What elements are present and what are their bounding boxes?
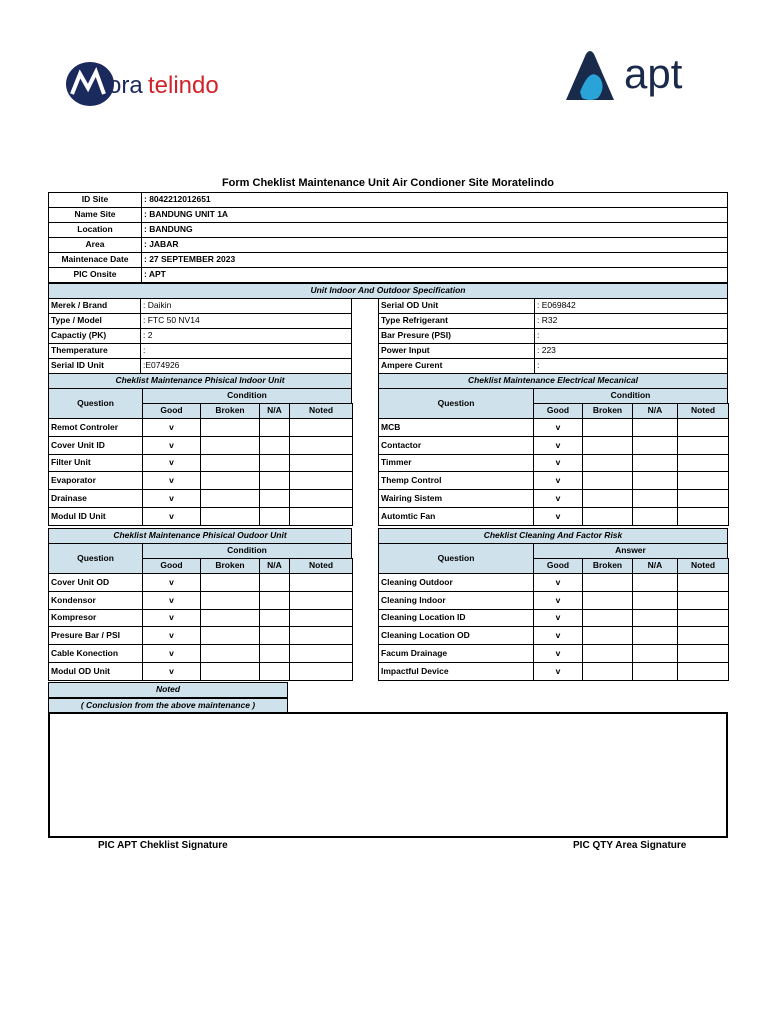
spec-left-label: Serial ID Unit	[48, 358, 141, 374]
spec-left-label: Type / Model	[48, 313, 141, 329]
broken-cell[interactable]	[582, 573, 633, 592]
good-cell[interactable]: v	[142, 418, 201, 437]
good-cell[interactable]: v	[142, 489, 201, 508]
broken-cell[interactable]	[582, 436, 633, 455]
good-cell[interactable]: v	[142, 471, 201, 490]
na-cell[interactable]	[259, 489, 290, 508]
noted-column-header: Noted	[289, 403, 353, 419]
noted-cell[interactable]	[289, 591, 353, 610]
na-cell[interactable]	[259, 471, 290, 490]
na-cell[interactable]	[632, 418, 678, 437]
na-cell[interactable]	[632, 454, 678, 473]
noted-cell[interactable]	[289, 507, 353, 526]
spec-left-label: Merek / Brand	[48, 298, 141, 314]
moratelindo-logo-mark	[64, 60, 264, 110]
section-title: Cheklist Maintenance Phisical Oudoor Unit	[48, 528, 352, 544]
noted-column-header: Noted	[677, 558, 729, 574]
question-label: Modul ID Unit	[48, 507, 143, 526]
noted-cell[interactable]	[677, 489, 729, 508]
spec-left-label: Capactiy (PK)	[48, 328, 141, 344]
question-label: Modul OD Unit	[48, 662, 143, 681]
broken-cell[interactable]	[582, 507, 633, 526]
noted-subtitle: ( Conclusion from the above maintenance )	[48, 698, 288, 713]
question-label: Facum Drainage	[378, 644, 534, 663]
spec-left-value: : Daikin	[140, 298, 352, 314]
broken-cell[interactable]	[582, 626, 633, 645]
question-label: Presure Bar / PSI	[48, 626, 143, 645]
broken-cell[interactable]	[200, 418, 260, 437]
na-cell[interactable]	[259, 507, 290, 526]
noted-cell[interactable]	[677, 662, 729, 681]
good-cell[interactable]: v	[142, 644, 201, 663]
question-label: Cleaning Location ID	[378, 609, 534, 628]
question-label: Cover Unit OD	[48, 573, 143, 592]
question-header: Question	[378, 388, 534, 419]
good-cell[interactable]: v	[142, 436, 201, 455]
na-cell[interactable]	[259, 436, 290, 455]
question-label: Automtic Fan	[378, 507, 534, 526]
na-cell[interactable]	[259, 454, 290, 473]
question-header: Question	[378, 543, 534, 574]
broken-column-header: Broken	[200, 403, 260, 419]
noted-cell[interactable]	[289, 626, 353, 645]
noted-cell[interactable]	[289, 573, 353, 592]
qty-signature-label: PIC QTY Area Signature	[573, 840, 687, 851]
noted-cell[interactable]	[677, 507, 729, 526]
broken-cell[interactable]	[582, 662, 633, 681]
question-label: Timmer	[378, 454, 534, 473]
na-cell[interactable]	[259, 609, 290, 628]
noted-cell[interactable]	[677, 609, 729, 628]
moratelindo-logo	[64, 60, 264, 110]
good-cell[interactable]: v	[533, 489, 583, 508]
na-cell[interactable]	[259, 591, 290, 610]
header-value: : JABAR	[141, 237, 728, 253]
noted-cell[interactable]	[677, 573, 729, 592]
good-cell[interactable]: v	[533, 454, 583, 473]
noted-cell[interactable]	[289, 471, 353, 490]
good-column-header: Good	[533, 403, 583, 419]
noted-cell[interactable]	[289, 662, 353, 681]
question-label: Themp Control	[378, 471, 534, 490]
question-label: MCB	[378, 418, 534, 437]
noted-cell[interactable]	[677, 436, 729, 455]
spec-right-value: :	[534, 358, 728, 374]
noted-title: Noted	[48, 682, 288, 698]
na-cell[interactable]	[632, 573, 678, 592]
header-value: : 8042212012651	[141, 192, 728, 208]
header-value: : BANDUNG UNIT 1A	[141, 207, 728, 223]
noted-cell[interactable]	[289, 418, 353, 437]
question-label: Evaporator	[48, 471, 143, 490]
na-cell[interactable]	[259, 662, 290, 681]
good-column-header: Good	[142, 403, 201, 419]
broken-cell[interactable]	[582, 609, 633, 628]
broken-cell[interactable]	[582, 489, 633, 508]
header-label: Area	[48, 237, 142, 253]
svg-text:telindo: telindo	[148, 72, 219, 99]
question-label: Cleaning Indoor	[378, 591, 534, 610]
na-column-header: N/A	[632, 558, 678, 574]
na-cell[interactable]	[259, 418, 290, 437]
broken-column-header: Broken	[582, 403, 633, 419]
good-cell[interactable]: v	[533, 609, 583, 628]
question-label: Filter Unit	[48, 454, 143, 473]
na-cell[interactable]	[632, 626, 678, 645]
broken-cell[interactable]	[582, 591, 633, 610]
spec-right-label: Power Input	[378, 343, 535, 359]
question-label: Kondensor	[48, 591, 143, 610]
good-cell[interactable]: v	[142, 454, 201, 473]
question-label: Drainase	[48, 489, 143, 508]
broken-column-header: Broken	[200, 558, 260, 574]
header-label: Maintenace Date	[48, 252, 142, 268]
noted-cell[interactable]	[677, 471, 729, 490]
noted-cell[interactable]	[289, 436, 353, 455]
apt-signature-label: PIC APT Cheklist Signature	[98, 840, 228, 851]
broken-cell[interactable]	[200, 644, 260, 663]
spec-right-label: Serial OD Unit	[378, 298, 535, 314]
section-title: Cheklist Cleaning And Factor Risk	[378, 528, 728, 544]
condition-header: Condition	[533, 388, 728, 404]
na-column-header: N/A	[632, 403, 678, 419]
question-label: Cover Unit ID	[48, 436, 143, 455]
good-cell[interactable]: v	[142, 573, 201, 592]
good-cell[interactable]: v	[142, 609, 201, 628]
good-cell[interactable]: v	[533, 626, 583, 645]
question-label: Cleaning Location OD	[378, 626, 534, 645]
good-cell[interactable]: v	[142, 507, 201, 526]
condition-header: Condition	[142, 388, 352, 404]
header-label: PIC Onsite	[48, 267, 142, 283]
noted-cell[interactable]	[677, 591, 729, 610]
broken-cell[interactable]	[582, 471, 633, 490]
noted-column-header: Noted	[289, 558, 353, 574]
header-label: Location	[48, 222, 142, 238]
condition-header: Answer	[533, 543, 728, 559]
na-column-header: N/A	[259, 558, 290, 574]
na-cell[interactable]	[632, 662, 678, 681]
spec-left-value: :	[140, 343, 352, 359]
na-cell[interactable]	[632, 489, 678, 508]
good-cell[interactable]: v	[533, 507, 583, 526]
broken-cell[interactable]	[200, 471, 260, 490]
good-cell[interactable]: v	[533, 471, 583, 490]
apt-logo-mark	[560, 48, 720, 104]
good-cell[interactable]: v	[533, 591, 583, 610]
broken-cell[interactable]	[582, 454, 633, 473]
na-cell[interactable]	[632, 591, 678, 610]
question-label: Remot Controler	[48, 418, 143, 437]
noted-cell[interactable]	[677, 626, 729, 645]
good-cell[interactable]: v	[533, 418, 583, 437]
spec-right-value: : 223	[534, 343, 728, 359]
spec-left-value: : FTC 50 NV14	[140, 313, 352, 329]
good-cell[interactable]: v	[533, 644, 583, 663]
question-label: Wairing Sistem	[378, 489, 534, 508]
broken-cell[interactable]	[582, 644, 633, 663]
broken-cell[interactable]	[200, 454, 260, 473]
na-cell[interactable]	[259, 644, 290, 663]
noted-cell[interactable]	[289, 454, 353, 473]
noted-cell[interactable]	[677, 418, 729, 437]
spec-left-value: : 2	[140, 328, 352, 344]
na-cell[interactable]	[632, 507, 678, 526]
good-cell[interactable]: v	[533, 436, 583, 455]
question-label: Kompresor	[48, 609, 143, 628]
question-label: Impactful Device	[378, 662, 534, 681]
broken-cell[interactable]	[200, 626, 260, 645]
noted-column-header: Noted	[677, 403, 729, 419]
question-header: Question	[48, 388, 143, 419]
na-cell[interactable]	[632, 471, 678, 490]
noted-cell[interactable]	[289, 489, 353, 508]
na-cell[interactable]	[259, 626, 290, 645]
question-header: Question	[48, 543, 143, 574]
noted-cell[interactable]	[677, 644, 729, 663]
condition-header: Condition	[142, 543, 352, 559]
broken-cell[interactable]	[582, 418, 633, 437]
header-label: ID Site	[48, 192, 142, 208]
broken-cell[interactable]	[200, 507, 260, 526]
spec-section-title: Unit Indoor And Outdoor Specification	[48, 283, 728, 299]
spec-right-value: :	[534, 328, 728, 344]
spec-right-label: Bar Presure (PSI)	[378, 328, 535, 344]
svg-text:apt: apt	[624, 50, 683, 97]
good-cell[interactable]: v	[533, 662, 583, 681]
header-value: : 27 SEPTEMBER 2023	[141, 252, 728, 268]
spec-left-value: :E074926	[140, 358, 352, 374]
broken-cell[interactable]	[200, 609, 260, 628]
svg-text:ora: ora	[108, 72, 143, 99]
spec-right-label: Type Refrigerant	[378, 313, 535, 329]
apt-logo	[560, 48, 720, 104]
broken-cell[interactable]	[200, 436, 260, 455]
spec-right-value: : R32	[534, 313, 728, 329]
broken-cell[interactable]	[200, 573, 260, 592]
header-value: : APT	[141, 267, 728, 283]
broken-cell[interactable]	[200, 489, 260, 508]
noted-cell[interactable]	[289, 609, 353, 628]
na-cell[interactable]	[259, 573, 290, 592]
good-cell[interactable]: v	[533, 573, 583, 592]
broken-cell[interactable]	[200, 662, 260, 681]
good-column-header: Good	[533, 558, 583, 574]
na-cell[interactable]	[632, 609, 678, 628]
good-cell[interactable]: v	[142, 626, 201, 645]
question-label: Cable Konection	[48, 644, 143, 663]
na-cell[interactable]	[632, 644, 678, 663]
header-value: : BANDUNG	[141, 222, 728, 238]
question-label: Cleaning Outdoor	[378, 573, 534, 592]
noted-cell[interactable]	[677, 454, 729, 473]
spec-right-label: Ampere Curent	[378, 358, 535, 374]
na-column-header: N/A	[259, 403, 290, 419]
good-cell[interactable]: v	[142, 662, 201, 681]
question-label: Contactor	[378, 436, 534, 455]
header-label: Name Site	[48, 207, 142, 223]
noted-cell[interactable]	[289, 644, 353, 663]
section-title: Cheklist Maintenance Electrical Mecanical	[378, 373, 728, 389]
broken-cell[interactable]	[200, 591, 260, 610]
spec-left-label: Themperature	[48, 343, 141, 359]
good-column-header: Good	[142, 558, 201, 574]
na-cell[interactable]	[632, 436, 678, 455]
form-title: Form Cheklist Maintenance Unit Air Condioner Site Moratelindo	[221, 177, 555, 189]
spec-right-value: : E069842	[534, 298, 728, 314]
section-title: Cheklist Maintenance Phisical Indoor Unit	[48, 373, 352, 389]
broken-column-header: Broken	[582, 558, 633, 574]
conclusion-box[interactable]	[48, 712, 728, 838]
good-cell[interactable]: v	[142, 591, 201, 610]
